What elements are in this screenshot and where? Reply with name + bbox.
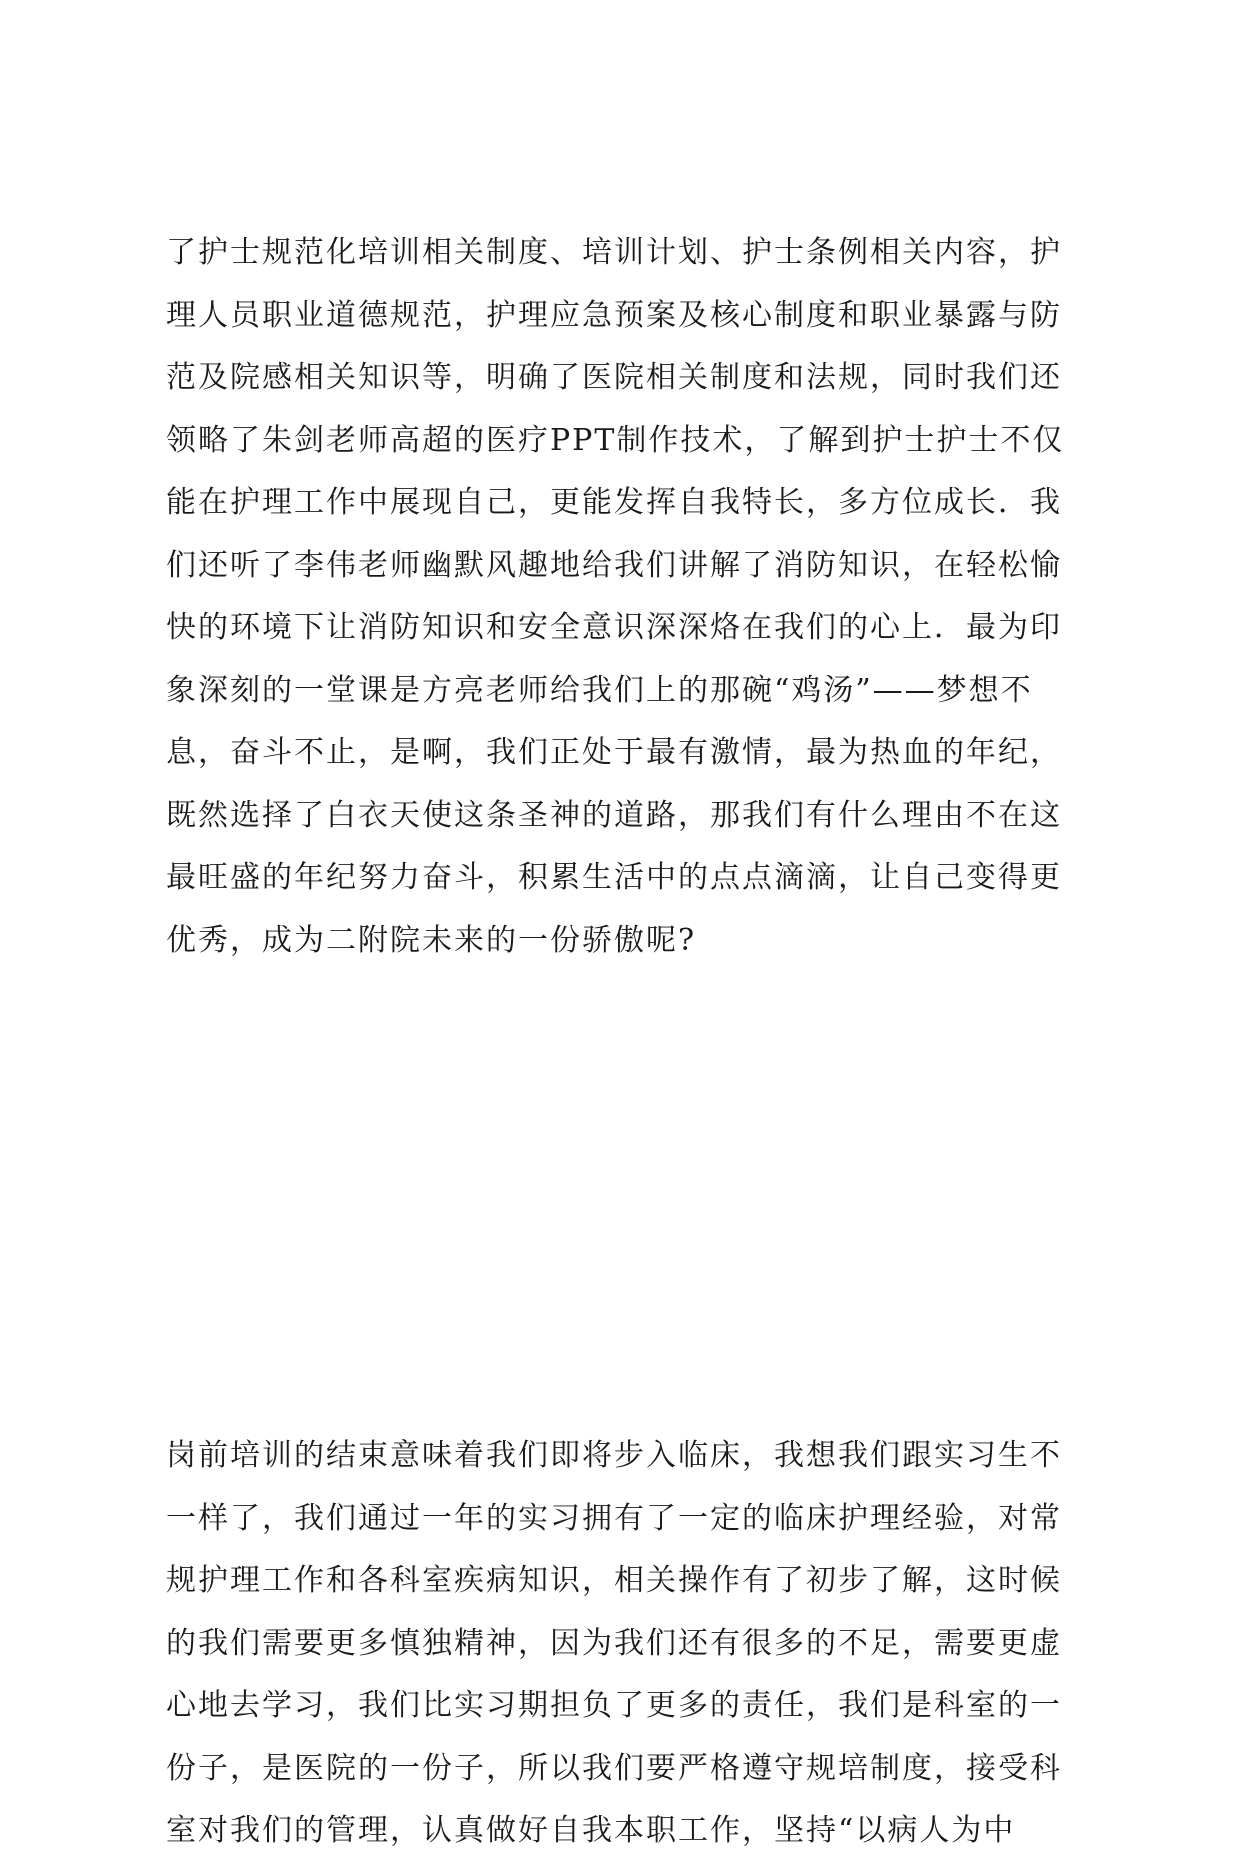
text-line: 份子，是医院的一份子，所以我们要严格遵守规培制度，接受科	[166, 1750, 1062, 1786]
text-line: 室对我们的管理，认真做好自我本职工作，坚持“以病人为中	[166, 1813, 1016, 1848]
text-line: 心地去学习，我们比实习期担负了更多的责任，我们是科室的一	[166, 1688, 1062, 1723]
text-line: 既然选择了白衣天使这条圣神的道路，那我们有什么理由不在这	[166, 797, 1062, 833]
text-line: 优秀，成为二附院未来的一份骄傲呢?	[166, 922, 697, 958]
paragraph-1	[166, 222, 1096, 972]
text-line: 理人员职业道德规范，护理应急预案及核心制度和职业暴露与防	[166, 297, 1062, 333]
text-line: 息，奋斗不止，是啊，我们正处于最有激情，最为热血的年纪，	[166, 735, 1062, 770]
text-line: 的我们需要更多慎独精神，因为我们还有很多的不足，需要更虚	[166, 1625, 1062, 1661]
text-line: 们还听了李伟老师幽默风趣地给我们讲解了消防知识，在轻松愉	[166, 547, 1062, 583]
text-line: 最旺盛的年纪努力奋斗，积累生活中的点点滴滴，让自己变得更	[166, 860, 1062, 895]
text-line: 岗前培训的结束意味着我们即将步入临床，我想我们跟实习生不	[166, 1438, 1062, 1473]
text-line: 范及院感相关知识等，明确了医院相关制度和法规，同时我们还	[166, 360, 1062, 395]
paragraph-2	[166, 1425, 1096, 1863]
text-line: 快的环境下让消防知识和安全意识深深烙在我们的心上．最为印	[166, 610, 1062, 645]
text-line: 能在护理工作中展现自己，更能发挥自我特长，多方位成长．我	[166, 485, 1062, 520]
text-line: 象深刻的一堂课是方亮老师给我们上的那碗“鸡汤”——梦想不	[166, 672, 1033, 708]
text-line: 一样了，我们通过一年的实习拥有了一定的临床护理经验，对常	[166, 1500, 1062, 1536]
text-line: 规护理工作和各科室疾病知识，相关操作有了初步了解，这时候	[166, 1563, 1062, 1598]
text-line: 了护士规范化培训相关制度、培训计划、护士条例相关内容，护	[166, 235, 1062, 270]
text-line: 领略了朱剑老师高超的医疗PPT制作技术，了解到护士护士不仅	[166, 422, 1065, 458]
